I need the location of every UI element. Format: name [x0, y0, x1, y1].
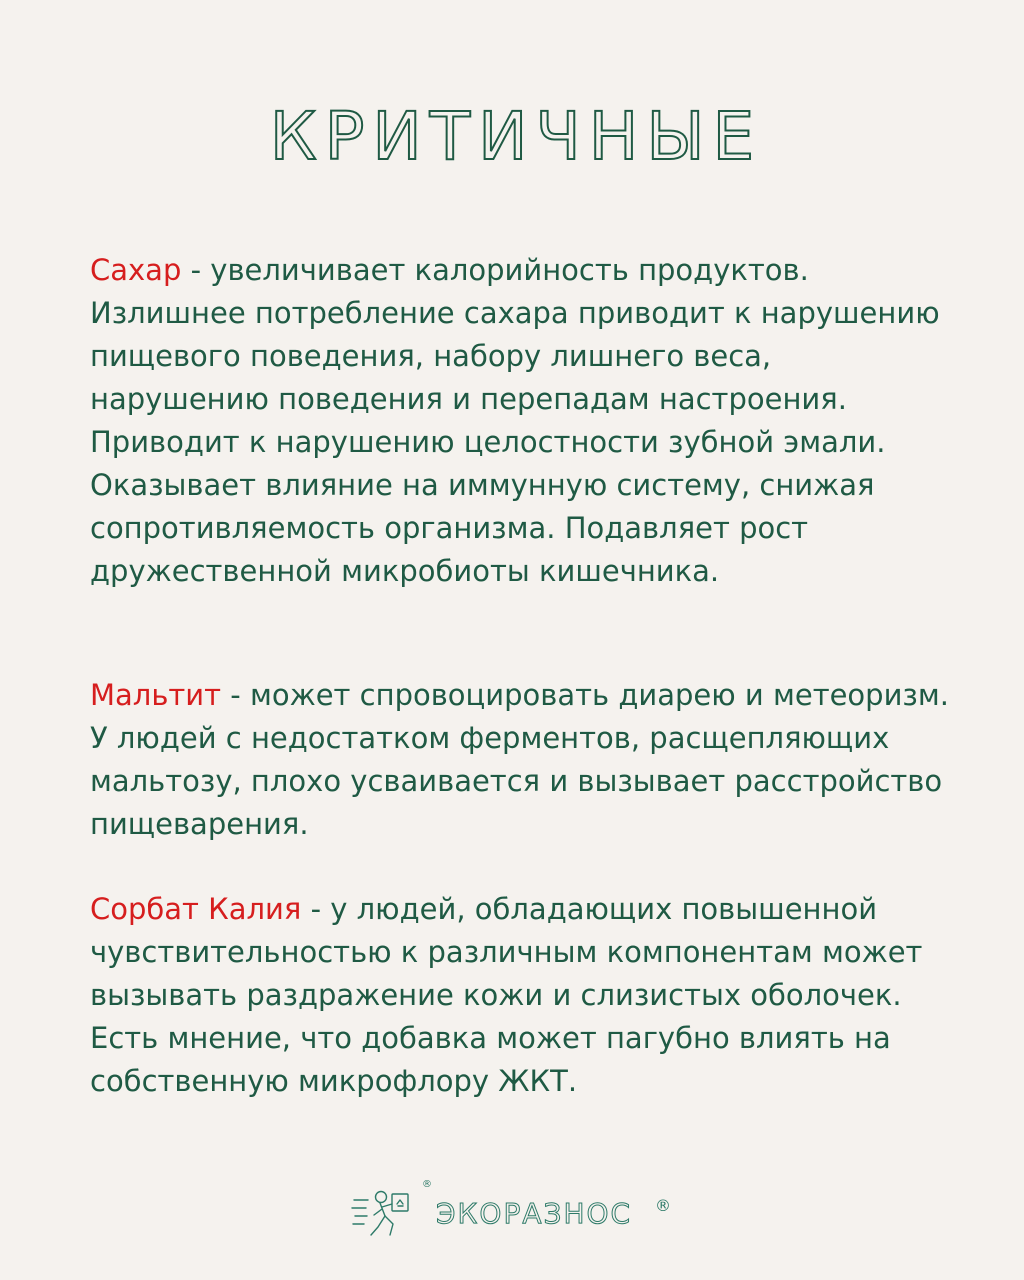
ingredient-term: Мальтит	[90, 678, 222, 712]
ingredient-description: - увеличивает калорийность продуктов. Излишнее потребление сахара приводит к нарушению пищевого поведения, набору лишнего веса, нарушению поведения и перепадам настроения. Приводит к нарушению целостности зубной эмали. Оказывает влияние на иммунную систему, снижая сопротивляемость организма. Подавляет рост дружественной микробиоты кишечника.	[90, 253, 940, 588]
ingredient-description: - у людей, обладающих повышенной чувствительностью к различным компонентам может вызывать раздражение кожи и слизистых оболочек. Есть мнение, что добавка может пагубно влиять на собственную микрофлору ЖКТ.	[90, 892, 923, 1098]
ingredient-term: Сахар	[90, 253, 182, 287]
brand-logo	[350, 1180, 680, 1240]
registered-mark: ®	[655, 1196, 671, 1215]
title-text: КРИТИЧНЫЕ	[269, 98, 763, 175]
ingredient-term: Сорбат Калия	[90, 892, 302, 926]
page-title	[0, 98, 1024, 175]
ingredient-section-sugar	[90, 249, 950, 593]
ingredient-section-potassium-sorbate	[90, 888, 950, 1103]
ingredient-description: - может спровоцировать диарею и метеоризм. У людей с недостатком ферментов, расщепляющих мальтозу, плохо усваивается и вызывает расстройство пищеварения.	[90, 678, 949, 841]
registered-mark: ®	[422, 1179, 432, 1190]
courier-running-with-box-icon	[350, 1180, 420, 1240]
brand-name: ЭКОРАЗНОС	[436, 1197, 633, 1230]
ingredient-section-maltitol	[90, 674, 950, 846]
